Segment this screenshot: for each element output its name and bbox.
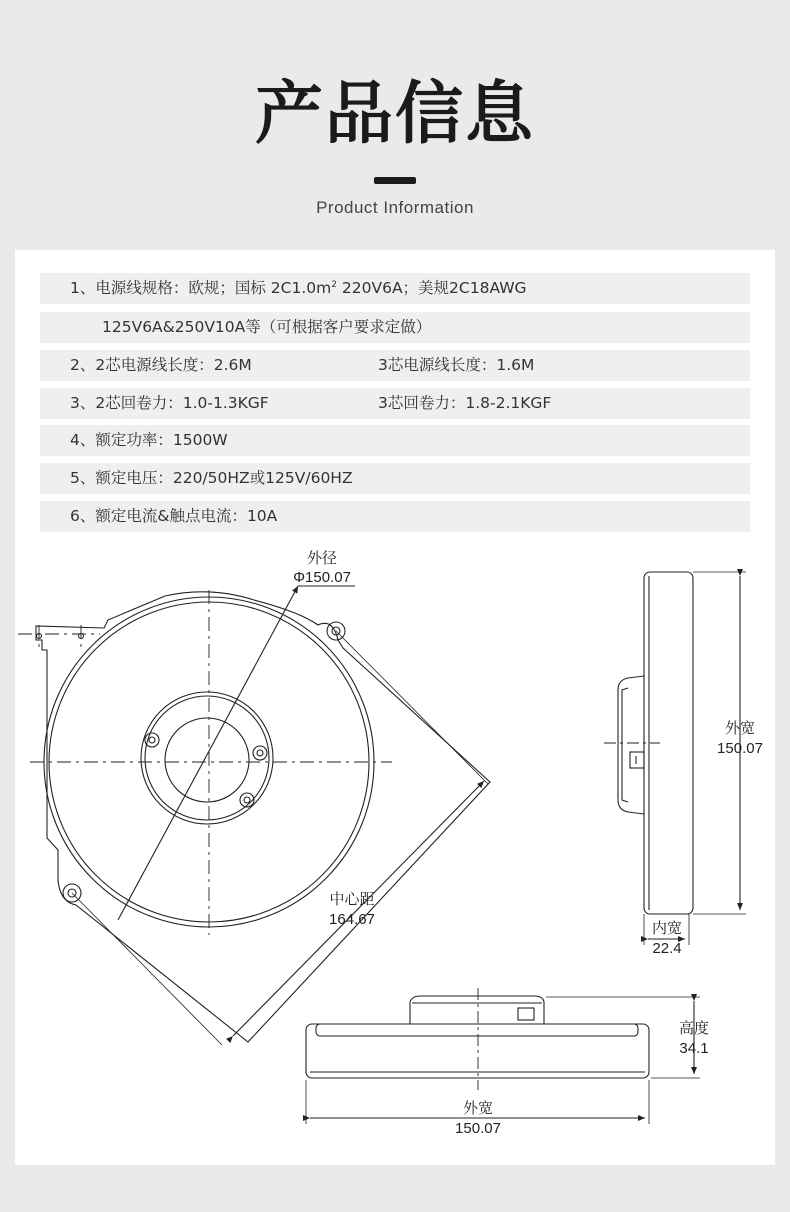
bottom-view: [306, 988, 700, 1124]
height-value: 34.1: [679, 1040, 709, 1057]
housing-outline: [36, 592, 490, 1042]
center-distance-label: 中心距: [329, 891, 375, 908]
center-distance-value: 164.67: [329, 911, 375, 928]
spec-row-3-text: 3、2芯回卷力：1.0-1.3KGF: [70, 394, 269, 412]
spec-row-2-text-b: 3芯电源线长度：1.6M: [378, 356, 535, 374]
superscript: 2: [331, 279, 337, 290]
bottom-body: [306, 1024, 649, 1078]
height-label: 高度: [678, 1020, 710, 1037]
bottom-width-value: 150.07: [455, 1120, 501, 1137]
screw-icon: [145, 733, 267, 807]
spec-row-2-text: 2、2芯电源线长度：2.6M: [70, 356, 252, 374]
spec-row-5-text: 5、额定电压：220/50HZ或125V/60HZ: [70, 469, 353, 487]
spec-row-3-text-b: 3芯回卷力：1.8-2.1KGF: [378, 394, 552, 412]
spec-row-1-cont-text: 125V6A&250V10A等（可根据客户要求定做）: [102, 318, 432, 336]
outer-diameter-value: Φ150.07: [293, 569, 351, 586]
spec-row-6-text: 6、额定电流&触点电流：10A: [70, 507, 278, 525]
page-title: 产品信息: [254, 75, 535, 154]
inner-width-value: 22.4: [652, 940, 682, 957]
outer-diameter-label: 外径: [306, 550, 338, 567]
spec-row-1-text: 1、电源线规格：欧规；国标 $2C1.0m^2$ 220V6A；美规2C18AWG: [70, 279, 527, 297]
bottom-width-label: 外宽: [462, 1100, 494, 1117]
page-subtitle: Product Information: [316, 198, 474, 217]
inner-width-label: 内宽: [651, 920, 683, 937]
front-view: [18, 586, 490, 1045]
center-hole: [165, 718, 249, 802]
spec-row-4-text: 4、额定功率：1500W: [70, 431, 228, 449]
side-width-label: 外宽: [724, 720, 756, 737]
side-view: [604, 572, 746, 945]
side-width-value: 150.07: [717, 740, 763, 757]
